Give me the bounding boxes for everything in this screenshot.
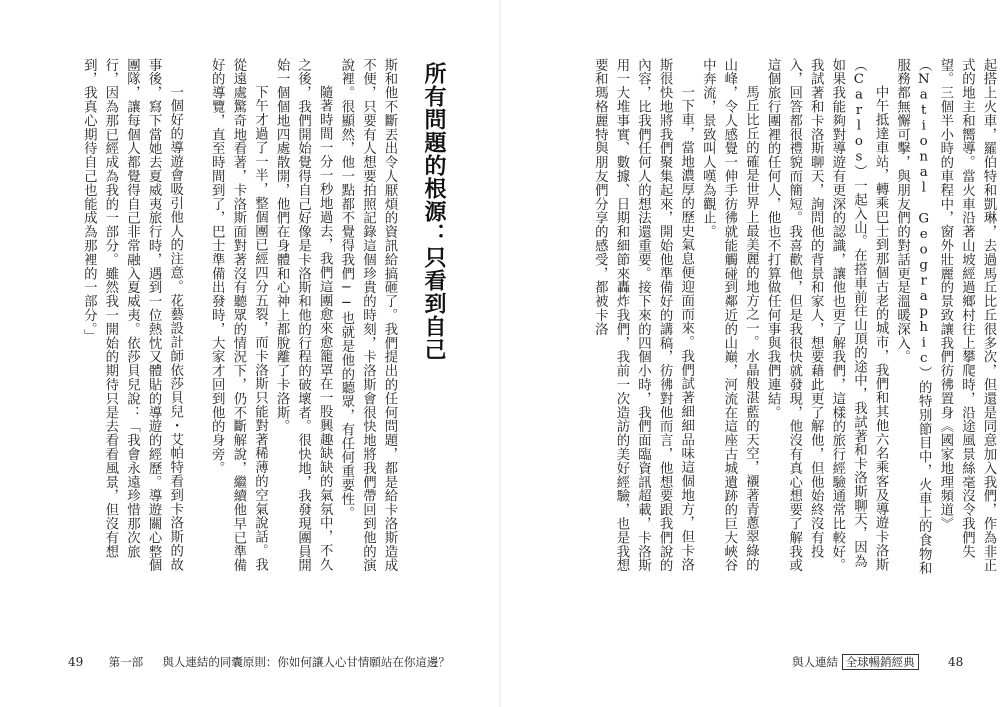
right-footer [792,654,963,670]
left-footer [68,654,450,670]
right-page-body [541,58,999,578]
body-paragraph: 一下車，當地濃厚的歷史氣息便迎面而來。我們試著細細品味這個地方，但卡洛斯很快地將我們聚集起來，開始他準備好的講稿，彷彿對他而言，他想要跟我們說的內容，比我們任何人的想法還重要。接下來的四個小時，我們面臨資訊超載，卡洛斯用一大堆事實、數據、日期和細節來轟炸我們，我前一次造訪的美好經驗，也是我想要和瑪格麗特與朋友們分享的感受，都被卡洛 [592,58,694,573]
right-page [500,0,1000,707]
footer-book-subtitle: 全球暢銷經典 [842,654,919,670]
body-paragraph: 起搭上火車，羅伯特和凱琳，去過馬丘比丘很多次，但還是同意加入我們，作為非正式的地主和嚮導。當火車沿著山坡經過鄉村往上攀爬時，沿途風景絲毫沒令我們失望。三個半小時的車程中，窗外壯麗的景致讓我們彷彿置身《國家地理頻道》（National Geographic）的特別節目中，火車上的食物和服務都無懈可擊，與朋友們的對話更是溫暖深入。 [894,58,996,575]
footer-part: 第一部 [108,655,144,669]
section-heading: 所有問題的根源：只看到自己 [421,62,447,361]
left-page-body [55,58,400,578]
footer-chapter-title: 與人連結的同囊原則：你如何讓人心甘情願站在你這邊？ [162,655,450,669]
footer-book-title: 與人連結 [792,655,838,669]
body-paragraph: 馬丘比丘的確是世界上最美麗的地方之一。水晶般湛藍的天空，襯著青蔥翠綠的山峰，令人感覺一伸手彷彿就能觸碰到鄰近的山巔，河流在這座古城遺跡的巨大峽谷中奔流，景致叫人嘆為觀止。 [700,58,759,573]
body-paragraph: 下午才過了一半，整個團已經四分五裂，而卡洛斯只能對著稀薄的空氣說話。我從遠處驚奇地看著，卡洛斯面對著沒有聽眾的情況下，仍不斷解說，繼續他早已準備好的導覽，直至時間到了，巴士準備出發時，大家才回到他的身旁。 [209,58,268,573]
body-paragraph: 中午抵達車站，轉乘巴士到那個古老的城市，我們和其他六名乘客及導遊卡洛斯（Carlos）一起入山。在搭車前往山頂的途中，我試著和卡洛斯聊天，因為如果我能夠對導遊有更深的認識，讓他也更了解我們，這樣的旅行經驗通常比較好。我試著和卡洛斯聊天，詢問他的背景和家人，想要藉此更了解他，但他始終沒有投入，回答都很禮貌而簡短。我喜歡他，但是我很快就發現，他沒有真心想要了解我或這個旅行團裡的任何人，他也不打算做任何事與我們連結。 [765,58,889,573]
body-paragraph: 隨著時間一分一秒地過去，我們這團愈來愈籠罩在一股興趣缺缺的氣氛中，不久之後，我們開始覺得自己好像是卡洛斯和他的行程的破壞者。很快地，我發現團員開始一個個地四處散開，他們在身體和心神上都脫離了卡洛斯。 [274,58,333,573]
body-paragraph: 斯和他不斷丟出令人厭煩的資訊給搞砸了。我們提出的任何問題，都是給卡洛斯造成不便，只要有人想要拍照記錄這個珍貴的時刻，卡洛斯會很快地將我們帶回到他的演說裡。很顯然，他一點都不覺得我們──也就是他的聽眾，有任何重要性。 [338,58,397,573]
body-paragraph: 一個好的導遊會吸引他人的注意。花藝設計師依莎貝兒・艾帕特看到卡洛斯的故事後，寫下當她去夏威夷旅行時，遇到一位熱忱又體貼的導遊的經歷。導遊關心整個團隊，讓每個人都覺得自己非常融入夏威夷。依莎貝兒說：「我會永遠珍惜那次旅行，因為那已經成為我的一部分。雖然我一開始的期待只是去看看風景，但沒有想到，我真心期待自己也能成為那裡的一部分。」 [81,58,183,573]
page-number: 49 [68,655,84,669]
page-number: 48 [947,655,964,669]
